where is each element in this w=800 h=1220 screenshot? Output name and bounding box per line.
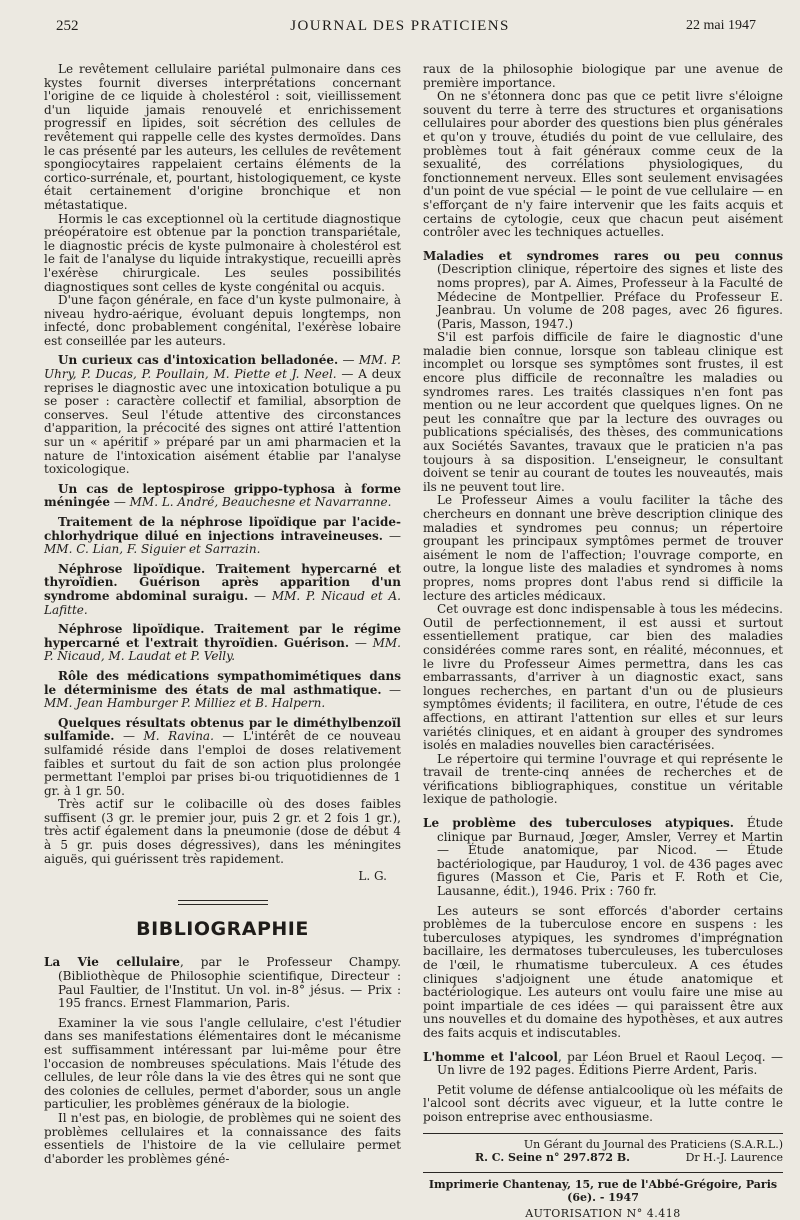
book-title: L'homme et l'alcool <box>423 1049 558 1064</box>
right-column <box>423 63 783 1220</box>
footer-divider <box>423 1172 783 1173</box>
section-divider <box>178 904 268 905</box>
entry-text: — A deux reprises le diagnostic avec une intoxication botulique a pu se poser : caractère collectif et familial, absorption de conserves. Seul l'étude attentive des circonstances d'apparition, la précocité des signes ont attiré l'attention sur un « apéritif » préparé par un ami pharmacien et la nature de l'intoxication aisément établie par l'analyse toxicologique. <box>44 367 401 477</box>
entry-authors: — MM. L. André, Beauchesne et Navarranne. <box>110 495 392 510</box>
abstract-entry <box>44 483 401 510</box>
paragraph: Très actif sur le colibacille où des doses faibles suffisent (3 gr. le premier jour, puis 2 gr. et 2 fois 1 gr.), très actif également dans la pneumonie (dose de début 4 à 5 gr. puis doses dégressives), dans les méningites aiguës, qui guérissent très rapidement. <box>44 797 401 866</box>
printer-line: Imprimerie Chantenay, 15, rue de l'Abbé-Grégoire, Paris (6e). - 1947 <box>428 1177 778 1204</box>
authorisation-number: AUTORISATION N° 4.418 <box>525 1206 681 1220</box>
book-entry <box>423 817 783 899</box>
abstract-entry <box>44 563 401 617</box>
paragraph: raux de la philosophie biologique par une avenue de première importance. <box>423 62 783 90</box>
journal-title: JOURNAL DES PRATICIENS <box>290 18 510 34</box>
entry-authors: — MM. Jean Hamburger P. Milliez et B. Halpern. <box>44 682 401 711</box>
paragraph: Le revêtement cellulaire pariétal pulmonaire dans ces kystes fournit diverses interprétations concernant l'origine de ce liquide à cholestérol : soit, vieillissement d'un liquide jamais renouvelé et enrichissement progressif en lipides, soit sécrétion des cellules de revêtement qui rappelle celle des kystes dermoïdes. Dans le cas présenté par les auteurs, les cellules de revêtement spongiocytaires rappelaient certains éléments de la cortico-surrénale, et, pourtant, histologiquement, ce kyste était certainement d'origine bronchique et non métastatique. <box>44 62 401 212</box>
entry-authors: — MM. C. Lian, F. Siguier et Sarrazin. <box>44 528 401 557</box>
entry-authors: — M. Ravina. <box>114 729 214 744</box>
entry-title: Un curieux cas d'intoxication belladonée. <box>58 353 339 368</box>
entry-title: Néphrose lipoïdique. Traitement hypercarné et thyroïdien. Guérison après apparition d'un syndrome abdominal suraigu. <box>44 561 401 603</box>
entry-title: Un cas de leptospirose grippo-typhosa à forme méningée <box>44 481 401 510</box>
paragraph: S'il est parfois difficile de faire le diagnostic d'une maladie bien connue, lorsque son tableau clinique est incomplet ou lorsque ses symptômes sont frustes, il est encore plus difficile de reconnaître les maladies ou syndromes rares. Les traités classiques n'en font pas mention ou ne leur accordent que quelques lignes. On ne peut les connaître que par la lecture des ouvrages ou publications spécialisés, des thèses, des communications aux Sociétés Savantes, travaux que le praticien n'a pas toujours à sa disposition. L'enseigneur, le consultant doivent se tenir au courant de toutes les nouveautés, mais ils ne peuvent tout lire. <box>423 330 783 494</box>
book-meta: (Description clinique, répertoire des signes et liste des noms propres), par A. Aimes, Professeur à la Faculté de Médecine de Montpellier. Préface du Professeur E. Jeanbrau. Un volume de 208 pages, avec 26 figures. (Paris, Masson, 1947.) <box>437 262 783 331</box>
paragraph: Petit volume de défense antialcoolique où les méfaits de l'alcool sont décrits avec vigueur, et la lutte contre le poison entreprise avec enthousiasme. <box>423 1082 783 1124</box>
book-title: Maladies et syndromes rares ou peu connus <box>423 248 783 263</box>
signature: L. G. <box>358 869 387 884</box>
entry-title: Traitement de la néphrose lipoïdique par l'acide-chlorhydrique dilué en injections intraveineuses. <box>44 515 401 543</box>
left-column <box>44 63 401 1166</box>
paragraph: D'une façon générale, en face d'un kyste pulmonaire, à niveau hydro-aérique, évoluant depuis longtemps, non infecté, donc probablement congénital, l'exérèse lobaire est conseillée par les auteurs. <box>44 293 401 348</box>
paragraph: Le Professeur Aimes a voulu faciliter la tâche des chercheurs en donnant une brève description clinique des maladies et syndromes peu connus; un répertoire groupant les principaux symptômes permet de trouver aisément le nom de l'affection; l'ouvrage comporte, en outre, la longue liste des maladies et syndromes à noms propres, noms propres dont l'abus rend si difficile la lecture des articles médicaux. <box>423 493 783 603</box>
paragraph: On ne s'étonnera donc pas que ce petit livre s'éloigne souvent du terre à terre des structures et organisations cellulaires pour aborder des questions bien plus générales et qu'on y trouve, étudiés du point de vue cellulaire, des problèmes tout à fait généraux comme ceux de la sexualité, des corrélations physiologiques, du fonctionnement nerveux. Elles sont seulement envisagées d'un point de vue spécial — le point de vue cellulaire — en s'efforçant de n'y faire intervenir que les faits acquis et certains de cytologie, ceux que chacun peut aisément contrôler avec les techniques actuelles. <box>423 89 783 240</box>
book-entry <box>423 1051 783 1078</box>
paragraph: Examiner la vie sous l'angle cellulaire, c'est l'étudier dans ses manifestations élémentaires dont le mécanisme est suffisamment intéressant par lui-même pour être l'occasion de nombreuses spéculations. Mais l'étude des cellules, de leur rôle dans la vie des êtres qui ne sont que des colonies de cellules, permet d'aborder, sous un angle particulier, les problèmes généraux de la biologie. <box>44 1015 401 1112</box>
entry-authors: — MM. P. Nicaud, M. Laudat et P. Velly. <box>44 635 401 664</box>
page-number: 252 <box>56 18 79 34</box>
abstract-entry <box>44 354 401 476</box>
book-entry <box>423 250 783 332</box>
abstract-entry <box>44 717 401 799</box>
entry-authors: — MM. P. Uhry, P. Ducas, P. Poullain, M. Piette et J. Neel. <box>44 353 401 382</box>
book-meta: , par Léon Bruel et Raoul Leçoq. — Un livre de 192 pages. Éditions Pierre Ardent, Paris. <box>437 1049 783 1078</box>
book-meta: , par le Professeur Champy. (Bibliothèque de Philosophie scientifique, Directeur : Paul Faultier, de l'Institut. Un vol. in-8° jésus. — Prix : 195 francs. Ernest Flammarion, Paris. <box>58 955 401 1011</box>
paragraph: Le répertoire qui termine l'ouvrage et qui représente le travail de trente-cinq années de recherches et de vérifications bibliographiques, constitue un véritable lexique de pathologie. <box>423 751 783 807</box>
issue-date: 22 mai 1947 <box>686 18 756 33</box>
entry-title: Rôle des médications sympathomimétiques dans le déterminisme des états de mal asthmatique. <box>44 668 401 697</box>
director-name: Dr H.-J. Laurence <box>685 1150 783 1164</box>
gerant-line: Un Gérant du Journal des Praticiens (S.A.R.L.) <box>523 1137 783 1151</box>
publisher-info <box>423 1138 783 1164</box>
paragraph: Hormis le cas exceptionnel où la certitude diagnostique préopératoire est obtenue par la ponction transpariétale, le diagnostic précis de kyste pulmonaire à cholestérol est le fait de l'analyse du liquide intrakystique, recueilli après l'exérèse chirurgicale. Les seules possibilités diagnostiques sont celles de kyste congénital ou acquis. <box>44 211 401 294</box>
registry-number: R. C. Seine n° 297.872 B. <box>475 1150 631 1164</box>
entry-title: Quelques résultats obtenus par le diméthylbenzoïl sulfamide. <box>44 715 401 744</box>
entry-authors: — MM. P. Nicaud et A. Lafitte. <box>44 588 401 617</box>
entry-text: — L'intérêt de ce nouveau sulfamidé réside dans l'emploi de doses relativement faibles et surtout du fait de son action plus prolongée permettant l'emploi par prises bi-ou triquotidiennes de 1 gr. à 1 gr. 50. <box>44 729 402 798</box>
paragraph: Il n'est pas, en biologie, de problèmes qui ne soient des problèmes cellulaires et la connaissance des faits essentiels de l'histoire de la vie cellulaire permet d'aborder les problèmes géné- <box>44 1110 401 1166</box>
abstract-entry <box>44 670 401 711</box>
book-entry <box>44 956 401 1010</box>
section-divider <box>178 900 268 901</box>
book-title: Le problème des tuberculoses atypiques. <box>423 816 734 831</box>
paragraph: Cet ouvrage est donc indispensable à tous les médecins. Outil de perfectionnement, il est aussi et surtout essentiellement pratique, car bien des maladies considérées comme rares sont, en réalité, méconnues, et le livre du Professeur Aimes permettra, dans les cas embarrassants, d'arriver à un diagnostic exact, sans longues recherches, en partant d'un ou de plusieurs symptômes évidents; il facilitera, en outre, l'étude de ces affections, en attirant l'attention sur elles et sur leurs variétés cliniques, et en aidant à grouper des syndromes isolés en maladies nouvelles bien caractérisées. <box>423 602 783 753</box>
abstract-entry <box>44 516 401 557</box>
entry-title: Néphrose lipoïdique. Traitement par le régime hypercarné et l'extrait thyroïdien. Guérison. <box>44 622 401 650</box>
book-meta: Étude clinique par Burnaud, Jœger, Amsler, Verrey et Martin — Étude anatomique, par Nicod. — Étude bactériologique, par Hauduroy, 1 vol. de 436 pages avec figures (Masson et Cie, Paris et F. Roth et Cie, Lausanne, édit.), 1946. Prix : 760 fr. <box>437 816 783 899</box>
section-title: BIBLIOGRAPHIE <box>136 917 309 940</box>
abstract-entry <box>44 623 401 664</box>
paragraph: Les auteurs se sont efforcés d'aborder certains problèmes de la tuberculose encore en suspens : les tuberculoses atypiques, les syndromes d'imprégnation bacillaire, les dermatoses tuberculeuses, les tuberculoses de l'œil, le rhumatisme tuberculeux. A ces études cliniques s'adjoignent une étude anatomique et bactériologique. Les auteurs ont voulu faire une mise au point impartiale de ces idées — qui paraissent être aux uns nouvelles et du domaine des hypothèses, et aux autres des faits acquis et indiscutables. <box>423 903 783 1040</box>
page-header <box>44 18 756 40</box>
book-title: La Vie cellulaire <box>44 955 180 970</box>
footer-divider <box>423 1133 783 1134</box>
